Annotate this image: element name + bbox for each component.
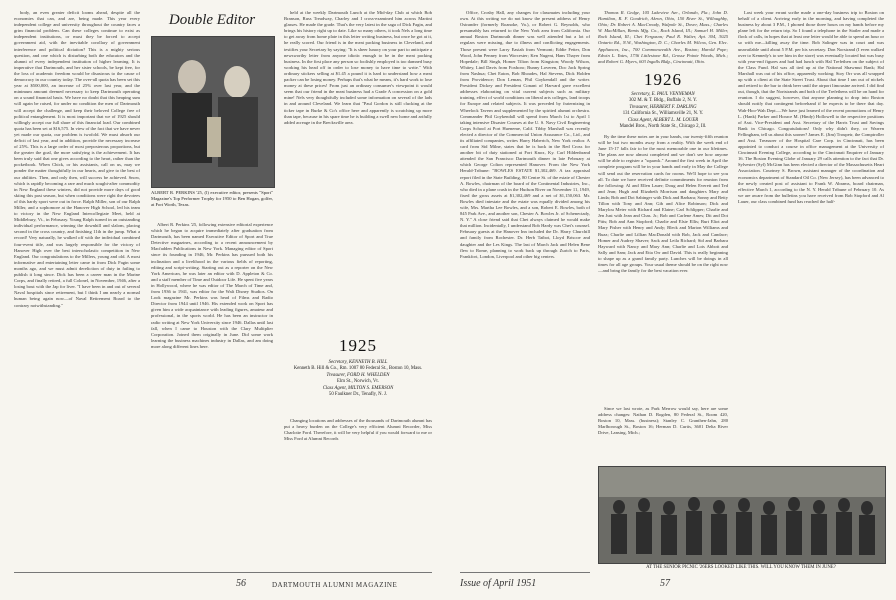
left-col2-text: Albert R. Perkins '25, following extensive editorial experience which he began to acquire immediately after graduation from Dartmouth, has been named Executive Editor of Sport and True Detective magazines, according to a recent announcement by Macfadden Publications in New York. Managing editor of Sport since its founding in 1946, Mr. Perkins has pursued both his inclination and a livelihood in the various fields of reporting, editing and script-writing. Starting out as a reporter on the New York American, he was later an editor with D. Appleton & Co. and a staff member of Time and Outdoor Life. He spent five years in Hollywood, where he was editor of The March of Time and, from 1936 to 1941, was editor for the Walt Disney Studios. On Look magazine Mr. Perkins was head of Films and Radio Director from 1944 until 1946. His extended work on Sport has given him a wide acquaintance with leading figures, amateur and professional, in the sports world. He has been an instructor in radio writing at New York University since 1946. Dallas until last fall, when I came to Houston with the Clary Multiplier Corporation. Joined them originally in June. Did some work learning the business machines industry in Dallas, and am doing more along different lines here.	[151, 222, 273, 349]
right-column-2-bottom	[598, 406, 728, 464]
picnic-photo-caption: AT THE SENIOR PICNIC '26ERS LOOKED LIKE THIS. WILL YOU KNOW THEM IN JUNE?	[646, 565, 836, 570]
right-page	[448, 0, 896, 600]
agent-1926-label: Class Agent, ALBERT L. M. LOUER	[627, 117, 699, 123]
class-1925-officers	[284, 360, 432, 398]
class-year-1926: 1926	[644, 70, 682, 89]
picnic-group-illustration	[599, 467, 885, 563]
right-column-1	[460, 10, 590, 564]
right-col2-text: By the time these notes are in your hands, our twenty-fifth reunion will be but two months away from a reality. With the week end of June 15-17 falls fair to be the most memorable one in our lifetimes. The plans are now almost completed and we don't see how anyone will be able to register a "squawk." Around the first week in April the complete program will be in your hands and early in May the College will send out the reservation cards for rooms. We'll hope to see you all. To date we have received definite commitments for reunion from the following: Al and Ellen Lauer; Doug and Helen Everett and Ted and Jean; Hugh and Elizabeth Morrison and daughters Mary and Linda; Bob and Dot Sabinger with Dick and Barbara; Sonny and Betty Tillon with Tony and Ann; Gib and Alice Robinson; Dick and Marylou Meier with Richard and Elaine; Carl Schlipper; Charlie and Jen Just with Jean and Chas. Jr.; Bob and Carlene Ames; Dit and Dot Pitts; Bob and Ann Stopford; Charlie and Elsie Ellis; Burt Eliot and Mary Fisher with Henry and Andy; Bleck and Marion Williams and Buzz; Charlie and Lillian MacDonald with Bob, Jack and Candace; Homer and Audrey Shaver; Sack and Leila Richard; Sid and Barbara Hayward with Nancy and Mary Ann; Charlie and Lois Abbott and Sally and Sam; Jack and Etta Orr and David. This is really beginning to shape up as a grand family party. Lunches will be doings in all times for all age groups. Your usual theme should be on the right now—and bring the family for the best vacation ever.	[598, 134, 728, 274]
right-col2-top-text: Thomas R. Gedge, 105 Lakeview Ave., Orlando, Fla.; John D. Hamilton, R. F. Goodrich, Akron, Ohio, 150 River St., Willoughby, Ohio; Dr. Robert A. MacCready, Walpole St., Dover, Mass.; Charles W. MacMillan, Bemis Mfg. Co., Rock Island, Ill.; Samuel H. Miller, Rock Island, Ill.; Chet Ferguson; Paul R. Walter, Apt. 304, 3025 Ontario Rd., N.W., Washington, D. C.; Charles M. Wilcox, Gen. Elec. Appliances, Inc., 700 Commonwealth Ave., Boston; Harold Pope; Edwin L. Yates, 1736 Littlestone Rd., Grosse Pointe Woods, Mich.; and Robert G. Myers, 603 Ingalls Bldg., Cincinnati, Ohio.	[598, 10, 728, 64]
left-col3-text: held at the weekly Dartmouth Lunch at the Mid-day Club at which Bob Branson, Russ Treadway, Charley and I cross-examined him across Martini glasses. He made the grade. That's the very latest in the saga of Dick Fagin, and brings his history right up to date. Like so many others, it took Nels a long time to get away from home plate in this letter writing business, but once he got at it, he really scored. Our friend is in the meat packing business in Cleveland, and testifies your Secretary by saying: "It is sheer lunacy on your part to anticipate a newsworthy letter from anyone idiotic enough to be in the meat packing business. In the first place any person so foolishly employed is too damned busy working his head off in order to lose money to have time to write." With ordinary stickers selling at $1.45 a pound it is hard to understand how a meat packer can be losing money. Perhaps that's what he means, it's hard work to lose money at these prices! From just an ordinary consumer's viewpoint it would seem that our friend in the meat business had a Grade A concession on a gold mine! Nels very thoughtfully included some information on several of the lads in and around Cleveland. We learn that "Paul Gordon is still clucking at the ticker tape in Burke & Co's office here and apparently is scratching up more than tape, because in his spare time he is building a swell new home and artfully added acreage in the Brecksville area.	[284, 10, 432, 125]
perkins-hogan-photo	[151, 36, 275, 188]
class-1926-officers	[598, 92, 728, 130]
treasurer-label: Treasurer, FORD H. WHELDEN	[326, 372, 390, 378]
left-column-3	[284, 10, 432, 330]
right-col2-bottom-text: Since we last wrote, as Park Merrow would say, here are some address changes: Nathan D. Bogden, 80 Federal St., Room 420, Boston 10, Mass. (business); Stanley C. Granthen-Jahn, 280 Marlborough St., Boston 16; Herman D. Curtis, 3601 Delta River Drive, Lansing, Mich.;	[598, 406, 728, 436]
right-footer-rule	[460, 572, 590, 573]
feature-photo-caption: ALBERT R. PERKINS '25, (l) executive editor, presents "Sport" Magazine's Top Performer Trophy for 1950 to Ben Hogan, golfer, at Fort Worth, Texas.	[151, 190, 273, 207]
secretary-label: Secretary, KENNETH B. HILL	[328, 360, 388, 365]
right-column-2-top	[598, 10, 728, 68]
senior-picnic-photo	[598, 466, 886, 564]
left-col3-bottom-text: Changing locations and addresses of the thousands of Dartmouth alumni has put a heavy burden on the College's very efficient Alumni Recorder, Miss Charlotte Ford. Therefore, it will be very helpful if you would forward to me or Miss Ford at Alumni Records	[284, 418, 432, 442]
agent-address: 50 Faulkner Dr., Tenafly, N. J.	[328, 392, 388, 398]
treasurer-1926-address: 131 California St., Williamsville 21, N. Y.	[622, 111, 704, 117]
right-col1-text: Office, Crosby Hall, any changes for classmates including your own. At this writing we do not know the present address of Henry Ostrander (formerly Roanoke, Va.), or Robert G. Reynolds, who presumably has returned to the New York area from California. Our annual Boston Dartmouth dinner was well attended but a lot of regulars were missing, due to illness and conflicting engagements. Those present were Larry Eastah from Vermont; Eddie Fetter, Don Wood, John Penney from Worcester; Ken Nugent, Hans Thayer from Hopedale; Bill Singh, Homer Tilton from Kingston; Woody Wilson, Whitey, Lind Davis from Foxboro; Bunny Loveren, Doc Jack Spring from Nashua; Chet Eaton, Bob Rhoades, Hal Stevens, Dick Holden from Providence; Don Leman, Phil Goykendall and the writer. President Dickey and President Conant of Harvard gave excellent addresses elaborating on vital current subjects such as military training, effect of world conditions on liberal arts colleges, land troops for Europe and related subjects. It was preceded by fraternizing in Wheelock Tavern and supplemented by the spirited alumni orchestra. Commander Phil Goykendall will spend from March 1st to April 1 taking intensive Disaster Courses at the U. S. Navy Civil Engineering Corps School at Port Hueneme, Calif. Tibby Marshall was recently elected a director of the Commercial Union Assurance Co., Ltd., and its affiliated companies, writes Harry Haberich, New York realtor. A card from Sid Milne, states that he is back in the Red Cross for another bit of duty stationed at Fort Knox, Ky. Carl Hildenbrand attended the San Francisco Dartmouth dinner in late February at which George Colton represented Hanover. From the New York Herald-Tribune: "BOWLES ESTATE $1,302,469. A tax appraisal report filed in the State Building, 80 Centre St. of the estate of Chester A. Bowles, chairman of the board of the Continental Industries, Inc., who died in a plane crash in the Hudson River on November 11, 1949, fixed the gross assets at $1,302,469 and a net of $1,150,063. Mr. Bowles died intestate and the estate was equally divided among his wife, Mrs. Martha Lee Bowles, and a son, Robert E. Bowles, both of 845 Park Ave., and another son, Chester A. Bowles Jr. of Schenectady, N. Y." A close friend said that Chet always claimed he would make that million. Incidentally, I understand Bob Hardy was Chet's counsel. February guests at the Hanover Inn included the Dr. Harry Churchill and family from Rochester. Dr. Herb Taibot, Lloyd Briscoe and daughter and the Les Kings. The last of March Jack and Helen Bene flew to Rome, planning to work back up through Zurich to Paris, Frankfort, London, Liverpool and other big centers.	[460, 10, 590, 259]
issue-label: Issue of April 1951	[460, 578, 537, 589]
right-column-2	[598, 134, 728, 404]
class-year-1925: 1925	[339, 336, 377, 355]
right-column-3	[738, 10, 884, 458]
agent-1926-address: Mandel Bros., North State St., Chicago 2, Ill.	[619, 124, 707, 130]
photo-illustration	[152, 37, 274, 187]
left-column-1	[14, 10, 140, 562]
feature-title: Double Editor	[168, 12, 256, 28]
left-column-3-bottom	[284, 418, 432, 563]
secretary-1926-label: Secretary, E. PAUL VENNEMAN	[631, 92, 695, 97]
left-page-number: 56	[236, 578, 246, 589]
agent-label: Class Agent, MILTON S. EMERSON	[322, 385, 394, 391]
right-page-number: 57	[660, 578, 670, 589]
treasurer-address: Elm St., Norwich, Vt.	[337, 379, 379, 385]
secretary-1926-address: 302 M. & T. Bldg., Buffalo 2, N. Y.	[628, 98, 698, 104]
magazine-footer: DARTMOUTH ALUMNI MAGAZINE	[272, 581, 398, 589]
left-column-2	[151, 222, 273, 562]
secretary-address: Kenneth B. Hill & Co., Rm. 1007 80 Federal St., Boston 10, Mass.	[293, 366, 423, 372]
right-col3-text: Last week your errant scribe made a one-day business trip to Boston on behalf of a client. Arriving early in the morning, and having completed the business by about 3 P.M., I phoned those three hours on my hands before my plane left for the return trip. So I found a telephone in the Statler and made a flock of calls, in hopes that at least one letter would be able to spend an hour or so with me—killing away the time. Bob Salinger was in court and was unavailable until about 5 P.M. per his secretary. Don Norstrand (I even walked over to Kennedy's to see him in the store) was eventually located but was busy with year-end figures and had had lunch with Hal Trefethen on the subject of the Class Fund. Hal was all tied up at the National Shawmut Bank; Hal Marshall was out of his office, apparently working; Stoy Orr was all wrapped up with a client at the State Street Trust. About that time I ran out of nickels and retired to the bar to drink beer until the airport limousine arrived. I did find out, though, that the Nortstrands and both of the Trefethens will be on hand for reunion. I do suggest, however, that anyone planning to drop into Boston should notify that contingent beforehand if he expects to be there that day. Wah-Hoo-Wah Dept.—We have just learned of the recent promotions of Henry L. (Hank) Parker and Horace M. (Hindy) Hollowell to the respective positions of Asst. Vice-President and Asst. Secretary of the Harris Trust and Savings Bank in Chicago. Congratulations! Only why didn't they, or Warren Fellingham, tell us about this sooner? James E. (Jim) Troupeir, the Comptroller and Asst. Treasurer of the Hospital Care Corp. in Cincinnati, has been appointed to conduct a course in office management at the University of Cincinnati Evening College, according to the Cincinnati Enquirer of January 16. The Boston Evening Globe of January 29 calls attention to the fact that Dr. Sylvester (Syl) McGinn has been elected a director of the Massachusetts Heart Association. Courtney S. Brown, assistant manager of the coordination and economics department of Standard Oil Co. (New Jersey), has been advanced to the newly created post of assistant to Frank W. Abrams, board chairman, effective March 1, according to the N. Y. Herald Tribune of February 10. As we are aware from the bulletins you have received from Bob Stopford and Al Lauer, our class combined fund has reached the half-	[738, 10, 884, 204]
left-col1-text: body, an even greater deficit looms ahead, despite all the economies that can, and are, being made. This year every independent college and university throughout the country faces a grim financial problem. Can these colleges continue to exist as independent institutions, or must they be forced to accept government aid, with the inevitable corollary of government interference and political dictation? This is a mighty serious question, and one which is disturbing both the educators and the alumni of every independent institution of higher learning. It is imperative that Dartmouth, and her sister schools, be kept free, for the loss of academic freedom would be disastrous to the cause of democracy in our country today. The over-all quota has been set this year at $500,000, an increase of 25% over last year, and the minimum amount deemed necessary to keep Dartmouth operating on a sound financial basis. We have no doubt that this heaping sum will again be raised, for under no condition the men of Dartmouth will accept the challenge, and keep their beloved College free of political entanglement. It is most important that we of 1925 should willingly accept our full share of this financial load. Our combined quota has been set at $16,575. In view of the fact that we have never yet made our quota, our problem is twofold. We must absorb our deficit of last year, and in addition, provide the necessary increase of 25%. This is a large order of most preposterous proportions, but the greater the goal, the more satisfying is the achievement. It has been truly said that one gives according to the heart, rather than the pocketbook. When Chick, or his assistants, call on us, may we ponder the matter thoughtfully in our hearts, and give to the best of our abilities. Then, and only then, will success be achieved. Snow, which is rapidly becoming a rare and much sought-after commodity in New England these winters, did not provide more days of good skiing this past season, but when conditions were right the devotees of this hardy sport were out in force. Ralph Miller, son of our Ralph Miller, and a sophomore at the Hanover High School, led his team to victory in the New England Intercollegiate Meet, held at Middlebury, Vt., in February. Young Ralph turned in an outstanding individual performance, winning the downhill and slalom, placing second in the cross country, and finishing 11th in the jump. What a record! Very naturally, he walked off with the individual combined four-event title, and was largely responsible for the victory of Hanover High over the best interscholastic competition in New England. Our congratulations to the Millers, young and old. A most informative and entertaining letter came in from Dick Fagin some months ago, and we must admit dereliction of duty in failing to publish it long since. Dick has been a career man in the Marine Corps, and finally retired, a full Colonel, in November, 1946, after a losing bout with the Jap for liver. "I have been in and out of several Naval hospitals since retirement, but I think I am nearly a normal human being again now—of Naval Retirement Board to the contrary notwithstanding."	[14, 10, 140, 308]
treasurer-1926-label: Treasurer, HERBERT F. DARLING	[629, 104, 697, 110]
left-footer-rule	[14, 572, 432, 573]
